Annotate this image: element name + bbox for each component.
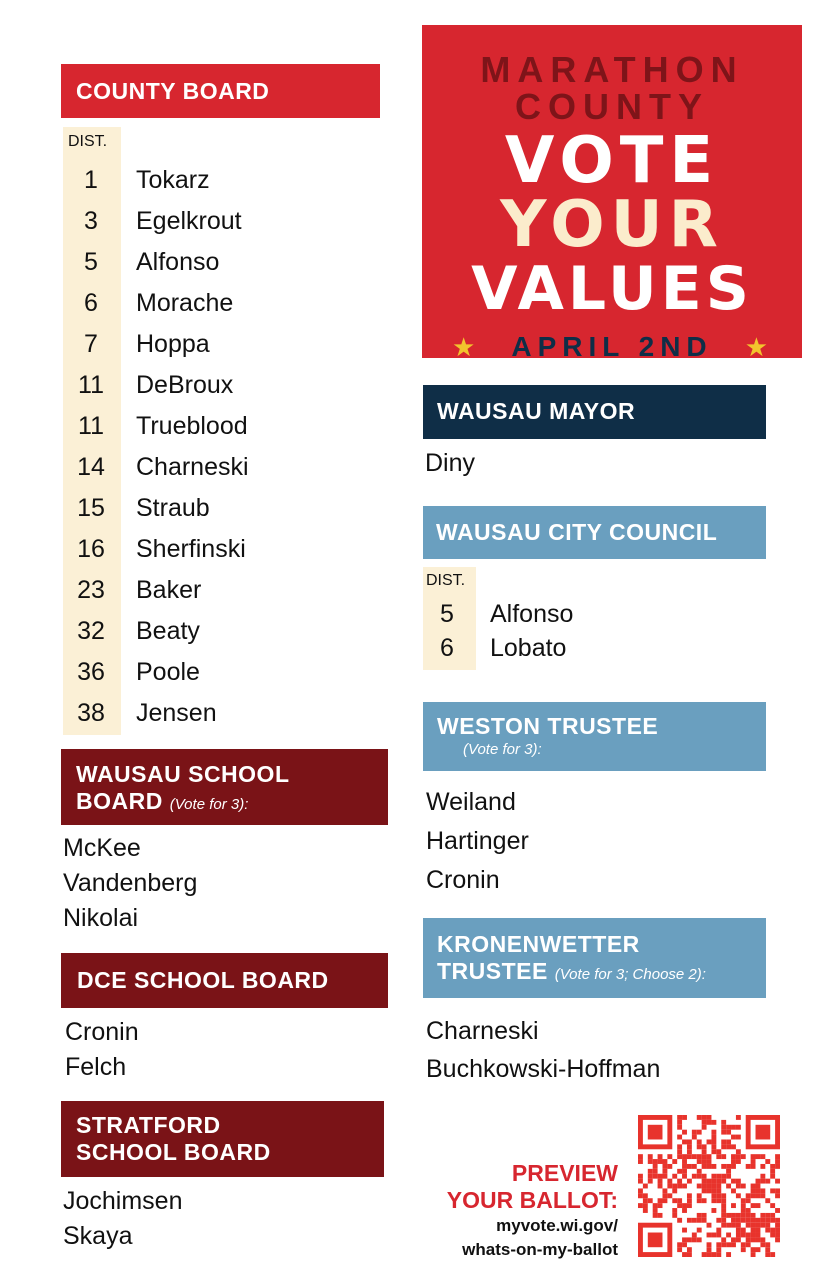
banner-county: COUNTY xyxy=(515,86,709,127)
preview-ballot xyxy=(447,1160,618,1262)
city-council-dist-label: DIST. xyxy=(426,572,466,589)
candidate-name: Egelkrout xyxy=(136,207,242,235)
candidate-name: Diny xyxy=(425,449,476,477)
wausau-school-board-header xyxy=(61,749,388,825)
weston-trustee-header xyxy=(423,702,766,771)
candidate-name: Nikolai xyxy=(63,904,139,932)
candidate-name: DeBroux xyxy=(136,371,234,399)
preview-line1: PREVIEW xyxy=(511,1160,618,1186)
candidate-name: Beaty xyxy=(136,617,200,645)
candidate-name: Weiland xyxy=(426,788,516,816)
dce-school-board-header xyxy=(61,953,388,1008)
district-number: 3 xyxy=(84,207,98,235)
candidate-name: Charneski xyxy=(426,1017,539,1045)
county-board-row xyxy=(66,693,366,733)
district-number: 38 xyxy=(77,699,105,727)
candidate-name: Trueblood xyxy=(136,412,248,440)
stratford-school-board-list xyxy=(63,1184,183,1254)
banner-date: APRIL 2ND xyxy=(511,331,713,362)
dce-school-board-title: DCE SCHOOL BOARD xyxy=(77,967,329,993)
banner-your: YOUR xyxy=(500,188,724,262)
county-board-row xyxy=(66,160,366,200)
district-number: 1 xyxy=(84,166,98,194)
county-board-row xyxy=(66,201,366,241)
qr-code-icon[interactable] xyxy=(638,1115,780,1257)
county-board-row xyxy=(66,652,366,692)
candidate-name: Lobato xyxy=(490,634,567,662)
kronenwetter-trustee-title-line1: KRONENWETTER xyxy=(437,931,640,957)
candidate-name: McKee xyxy=(63,834,141,862)
district-number: 15 xyxy=(77,494,105,522)
kronenwetter-trustee-title-line2: TRUSTEE xyxy=(437,958,548,984)
weston-trustee-note: (Vote for 3): xyxy=(463,741,542,758)
county-board-header xyxy=(61,64,380,118)
city-council-row xyxy=(422,628,722,668)
banner-values: VALUES xyxy=(471,254,753,324)
stratford-school-board-title-line1: STRATFORD xyxy=(76,1112,221,1138)
wausau-city-council-header xyxy=(423,506,766,559)
candidate-name: Alfonso xyxy=(136,248,220,276)
candidate-name: Hartinger xyxy=(426,827,529,855)
county-board-row xyxy=(66,283,366,323)
candidate-name: Charneski xyxy=(136,453,249,481)
district-number: 6 xyxy=(84,289,98,317)
vote-your-values-banner xyxy=(422,25,802,362)
county-board-row xyxy=(66,570,366,610)
wausau-school-board-title-line2: BOARD xyxy=(76,788,163,814)
stratford-school-board-header xyxy=(61,1101,384,1177)
candidate-name: Poole xyxy=(136,658,200,686)
district-number: 11 xyxy=(78,412,104,440)
county-board-title: COUNTY BOARD xyxy=(76,78,270,104)
wausau-school-board-list xyxy=(63,831,197,936)
candidate-name: Sherfinski xyxy=(136,535,246,563)
candidate-name: Felch xyxy=(65,1053,127,1081)
county-board-row xyxy=(66,242,366,282)
preview-line2: YOUR BALLOT: xyxy=(446,1187,618,1213)
dce-school-board-list xyxy=(65,1015,139,1085)
candidate-name: Baker xyxy=(136,576,202,604)
candidate-name: Vandenberg xyxy=(63,869,198,897)
wausau-mayor-list xyxy=(425,446,475,481)
stratford-school-board-title-line2: SCHOOL BOARD xyxy=(76,1139,271,1165)
candidate-name: Morache xyxy=(136,289,234,317)
kronenwetter-trustee-note: (Vote for 3; Choose 2): xyxy=(554,966,706,983)
candidate-name: Hoppa xyxy=(136,330,210,358)
banner-marathon: MARATHON xyxy=(480,49,744,90)
candidate-name: Cronin xyxy=(426,866,500,894)
county-board-row xyxy=(66,406,366,446)
candidate-name: Buchkowski-Hoffman xyxy=(426,1055,661,1083)
county-board-row xyxy=(66,365,366,405)
wausau-school-board-note: (Vote for 3): xyxy=(169,796,249,813)
star-icon: ★ xyxy=(744,332,768,362)
district-number: 23 xyxy=(77,576,105,604)
wausau-city-council-title: WAUSAU CITY COUNCIL xyxy=(436,519,718,545)
district-number: 7 xyxy=(84,330,98,358)
district-number: 5 xyxy=(84,248,98,276)
county-board-row xyxy=(66,447,366,487)
county-board-dist-label: DIST. xyxy=(68,133,108,150)
district-number: 5 xyxy=(440,600,454,628)
district-number: 14 xyxy=(77,453,105,481)
district-number: 32 xyxy=(77,617,105,645)
county-board-row xyxy=(66,529,366,569)
district-number: 16 xyxy=(77,535,105,563)
kronenwetter-trustee-list xyxy=(426,1012,660,1088)
district-number: 11 xyxy=(78,371,104,399)
weston-trustee-title: WESTON TRUSTEE xyxy=(437,713,659,739)
candidate-name: Jochimsen xyxy=(63,1187,183,1215)
candidate-name: Skaya xyxy=(63,1222,133,1250)
district-number: 6 xyxy=(440,634,454,662)
candidate-name: Straub xyxy=(136,494,210,522)
candidate-name: Cronin xyxy=(65,1018,139,1046)
banner-vote: VOTE xyxy=(504,124,720,198)
county-board-row xyxy=(66,324,366,364)
candidate-name: Tokarz xyxy=(136,166,210,194)
candidate-name: Alfonso xyxy=(490,600,574,628)
wausau-mayor-title: WAUSAU MAYOR xyxy=(437,398,636,424)
star-icon: ★ xyxy=(452,332,476,362)
weston-trustee-list xyxy=(426,783,529,900)
preview-url-line1[interactable]: myvote.wi.gov/ xyxy=(496,1216,618,1235)
wausau-mayor-header xyxy=(423,385,766,439)
district-number: 36 xyxy=(77,658,105,686)
candidate-name: Jensen xyxy=(136,699,217,727)
preview-url-line2[interactable]: whats-on-my-ballot xyxy=(462,1240,618,1259)
county-board-row xyxy=(66,488,366,528)
county-board-row xyxy=(66,611,366,651)
wausau-school-board-title-line1: WAUSAU SCHOOL xyxy=(76,761,290,787)
kronenwetter-trustee-header xyxy=(423,918,766,998)
